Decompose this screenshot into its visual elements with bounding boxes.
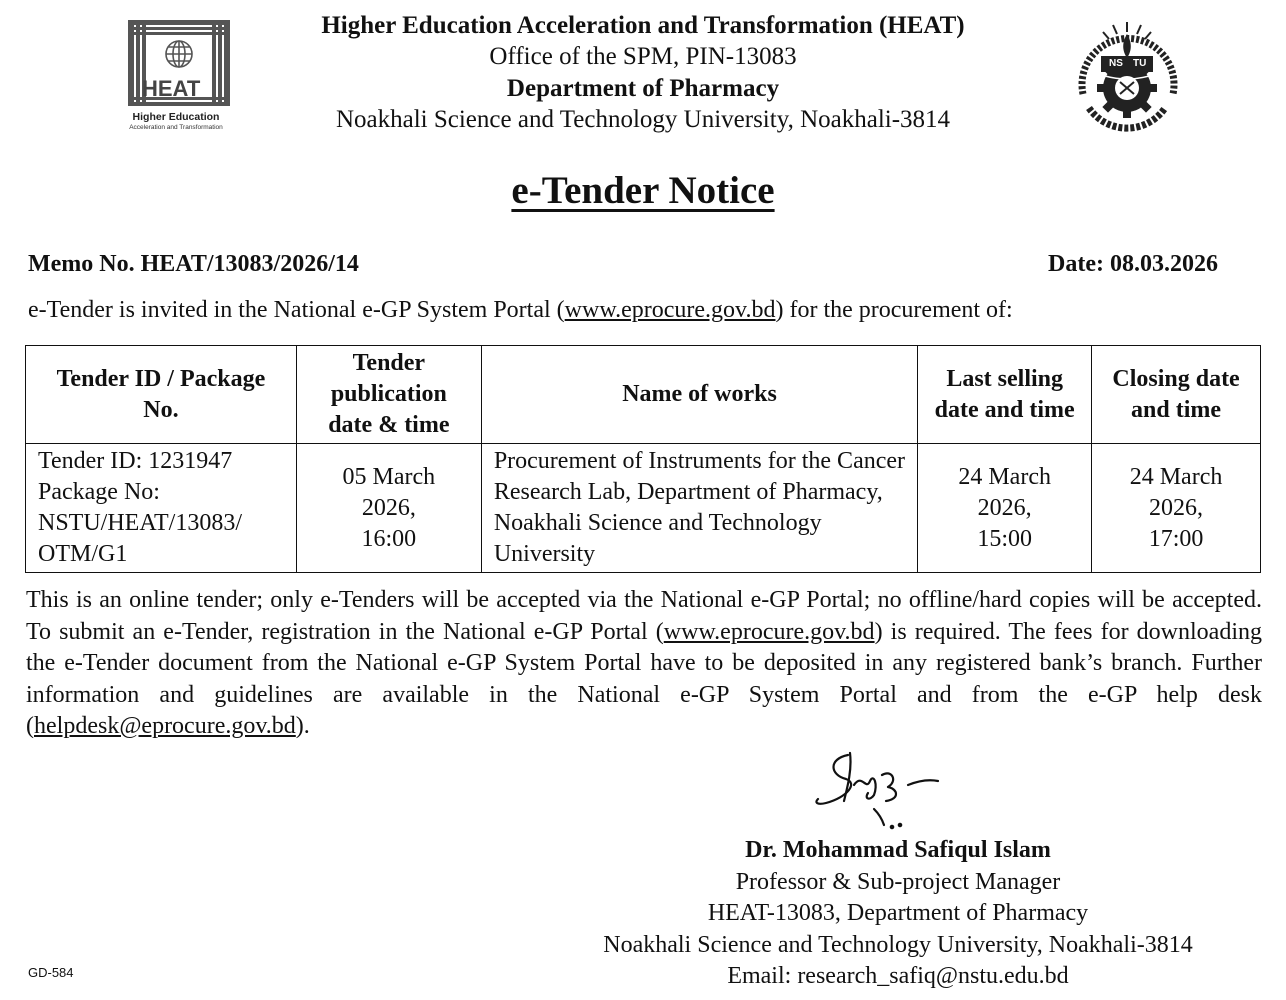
header-office: Office of the SPM, PIN-13083: [489, 43, 797, 70]
nstu-emblem-icon: [1065, 16, 1189, 140]
heat-brand-text: HEAT: [142, 76, 201, 101]
package-label: Package No:: [38, 479, 160, 505]
signatory-university: Noakhali Science and Technology University, Noakhali-3814: [603, 932, 1193, 958]
publication-year: 2026,: [361, 494, 416, 521]
header-selling: Last selling date and time: [918, 346, 1092, 444]
footer-code: GD-584: [28, 965, 74, 980]
heat-tagline: Higher Education: [132, 111, 220, 123]
signatory-unit: HEAT-13083, Department of Pharmacy: [707, 900, 1089, 926]
body-part-2: ) is required. The fees for downloading the e-Tender document from the National e-GP System Portal have to be deposited in any registered bank’s branch. Further information and guidelines are available in the National e-GP System Portal and from the e-GP help desk (: [26, 618, 1262, 739]
heat-tagline-small: Acceleration and Transformation: [129, 124, 223, 131]
memo-number: Memo No. HEAT/13083/2026/14: [28, 251, 359, 277]
cell-publication: [296, 444, 481, 573]
header-university: Noakhali Science and Technology University, Noakhali-3814: [335, 106, 951, 133]
header-tender-id: Tender ID / Package No.: [26, 346, 297, 444]
globe-icon: [166, 41, 192, 67]
eprocure-link[interactable]: www.eprocure.gov.bd: [564, 297, 776, 323]
signatory-email: Email: research_safiq@nstu.edu.bd: [727, 963, 1069, 989]
header-publication: Tender publication date & time: [296, 346, 481, 444]
nstu-label-right: TU: [1133, 58, 1147, 69]
selling-year: 2026,: [977, 494, 1032, 521]
cell-closing: [1092, 444, 1261, 573]
body-part-3: ).: [295, 713, 310, 739]
publication-time: 16:00: [361, 525, 417, 552]
notice-date: Date: 08.03.2026: [1048, 251, 1218, 277]
cell-tender-id: [26, 444, 297, 573]
signature-image: [808, 745, 948, 835]
table-row: [26, 444, 1261, 573]
signatory-designation: Professor & Sub-project Manager: [735, 869, 1061, 895]
nstu-logo: [1065, 16, 1189, 140]
package-no-1: NSTU/HEAT/13083/: [38, 510, 242, 536]
nstu-label-left: NS: [1109, 58, 1123, 69]
cell-selling: [918, 444, 1092, 573]
header-works: Name of works: [481, 346, 917, 444]
intro-before: e-Tender is invited in the National e-GP System Portal (: [28, 297, 565, 323]
intro-after: ) for the procurement of:: [775, 297, 1013, 323]
eprocure-link-2[interactable]: www.eprocure.gov.bd: [663, 618, 875, 645]
handwritten-signature-icon: [808, 745, 948, 835]
header-org: Higher Education Acceleration and Transformation (HEAT): [321, 12, 965, 39]
closing-time: 17:00: [1148, 525, 1204, 552]
table-header-row: [26, 346, 1261, 444]
selling-date: 24 March: [958, 463, 1051, 490]
body-paragraph: [26, 585, 1262, 743]
tender-table: [25, 345, 1261, 573]
header-department: Department of Pharmacy: [506, 75, 780, 102]
heat-logo: [112, 18, 240, 136]
intro-text: [28, 297, 1013, 324]
tender-id: Tender ID: 1231947: [38, 448, 233, 474]
selling-time: 15:00: [977, 525, 1032, 552]
closing-date: 24 March: [1129, 463, 1223, 490]
cell-works: Procurement of Instruments for the Cancer Research Lab, Department of Pharmacy, Noakhali Science and Technology University: [481, 444, 917, 573]
publication-date: 05 March: [342, 463, 436, 490]
package-no-2: OTM/G1: [38, 541, 128, 567]
header-closing: Closing date and time: [1092, 346, 1261, 444]
signatory-name: Dr. Mohammad Safiqul Islam: [745, 837, 1051, 863]
notice-title: e-Tender Notice: [511, 169, 775, 212]
body-part-1: This is an online tender; only e-Tenders will be accepted via the National e-GP Portal; no offline/hard copies will be accepted. To submit an e-Tender, registration in the National e-GP Portal (: [26, 587, 1262, 645]
helpdesk-email-link[interactable]: helpdesk@eprocure.gov.bd: [34, 713, 296, 739]
closing-year: 2026,: [1149, 494, 1204, 521]
